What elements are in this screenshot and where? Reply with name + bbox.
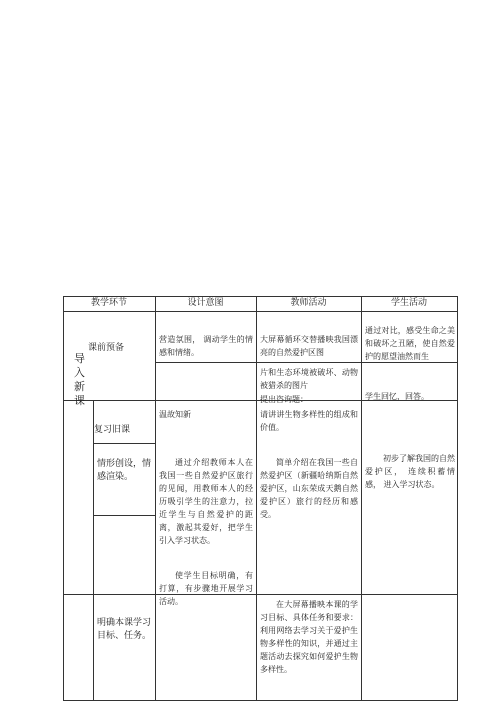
table-right-border	[457, 296, 458, 701]
header-intent: 设计意图	[187, 298, 224, 308]
col-student-border	[361, 296, 362, 701]
intent-split-border	[93, 515, 155, 516]
goals-label: 明确本课学习目标、任务。	[97, 618, 152, 641]
review-label: 复习旧课	[94, 425, 131, 435]
scenario-student: 初步了解我国的自然爱护区， 连续积蓄情感， 进入学习状态。	[365, 454, 455, 489]
goals-teacher: 在大屏幕播映本课的学习目标、具体任务和要求：利用网络去学习关于爱护生物多样性的知识，并通过主题活动去探究如何爱护生物多样性。	[260, 600, 358, 674]
row1-teacher-a: 大屏幕循环交替播映我国漂亮的自然爱护区图	[260, 335, 358, 357]
header-stage: 教学环节	[90, 298, 127, 308]
stage-intro-char-3: 新	[74, 380, 85, 393]
stage-sub-border	[93, 400, 94, 700]
review-intent: 温故知新	[159, 410, 191, 419]
scenario-teacher: 简单介绍在我国一些自然爱护区（新疆哈纳斯自然爱护区，山东荣成天鹅自然爱护区）旅行的经历和感受。	[260, 458, 358, 519]
stage-intro-sub: 课前预备	[88, 343, 125, 353]
row1-teacher-c: 提出咨询题：	[260, 395, 308, 404]
stage-intro-char-1: 导	[74, 352, 85, 365]
header-student: 学生活动	[390, 298, 427, 308]
review-teacher: 请讲讲生物多样性的组成和价值。	[260, 410, 358, 432]
row1-teacher-b: 片和生态环境被破坏、动物被猎杀的图片	[260, 368, 358, 390]
stage-intro-char-2: 入	[74, 366, 85, 379]
stage-intro-char-4: 课	[74, 394, 85, 407]
col-teacher-border	[256, 296, 257, 701]
scenario-intent: 通过介绍教师本人在我国一些自然爱护区旅行的见闻，用教师本人的经历吸引学生的注意力，拉近学生与自然爱护的距离，激起其爱好，把学生引入学习状态。	[159, 458, 253, 545]
header-teacher: 教师活动	[290, 298, 327, 308]
goals-top-border	[63, 594, 457, 595]
header-bottom-border	[63, 311, 457, 312]
scenario-top-border	[93, 443, 155, 444]
row1-student: 通过对比，感受生命之美和破坏之丑陋，使自然爱护的愿望油然而生	[365, 326, 455, 361]
table-left-border	[63, 296, 64, 701]
row2-student: 学生回忆，回答。	[365, 392, 429, 401]
table-bottom-border	[63, 700, 457, 701]
scenario-label: 情形创设，情感渲染。	[97, 459, 152, 482]
col-intent-border	[155, 296, 156, 701]
row1-intent: 营造氛围， 调动学生的情感和情绪。	[159, 335, 253, 357]
goals-intent: 使学生目标明确，有打算，有步骤地开展学习活动。	[159, 571, 253, 606]
